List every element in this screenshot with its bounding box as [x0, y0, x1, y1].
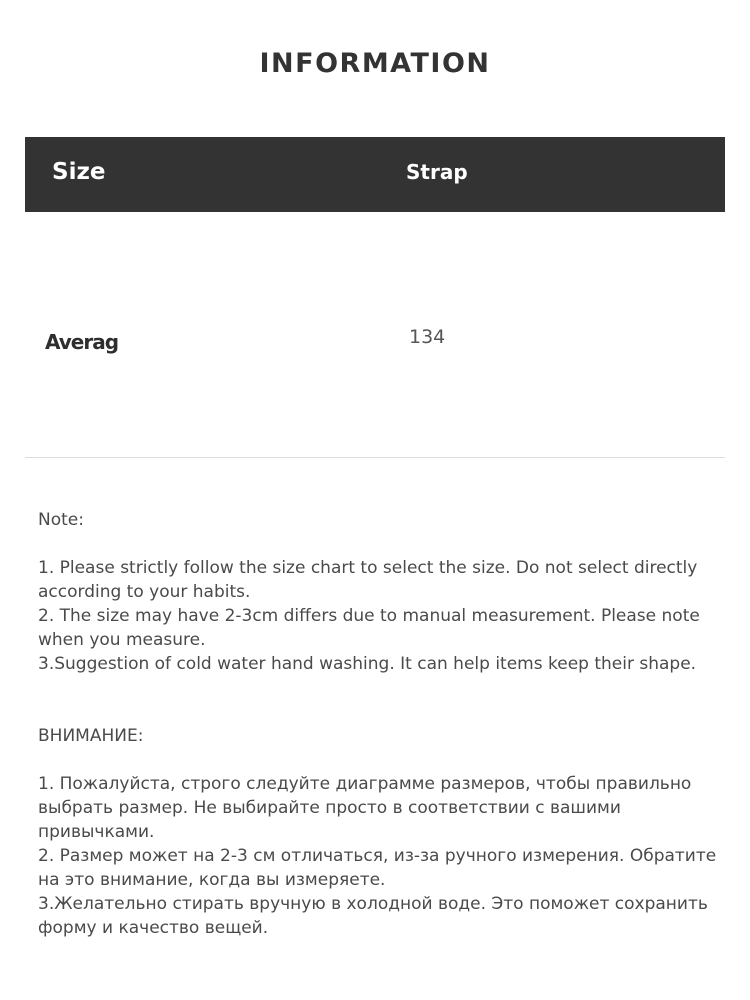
column-header-size: Size: [52, 159, 106, 185]
table-row: [25, 212, 725, 458]
size-table: [25, 137, 725, 458]
size-cell: Averag: [45, 330, 119, 354]
strap-cell: 134: [409, 326, 446, 348]
notes-section: [38, 508, 728, 940]
note-item-ru-3: 3.Желательно стирать вручную в холодной воде. Это поможет сохранить форму и качество вещей.: [38, 894, 708, 938]
column-header-strap: Strap: [406, 160, 468, 184]
note-item-en-2: 2. The size may have 2-3cm differs due to manual measurement. Please note when you measure.: [38, 606, 700, 650]
note-item-en-3: 3.Suggestion of cold water hand washing. It can help items keep their shape.: [38, 654, 697, 674]
page-title: INFORMATION: [259, 48, 491, 79]
note-heading-ru: ВНИМАНИЕ:: [38, 726, 144, 746]
note-item-ru-2: 2. Размер может на 2-3 см отличаться, из-за ручного измерения. Обратите на это внимание, когда вы измеряете.: [38, 846, 717, 890]
note-item-en-1: 1. Please strictly follow the size chart to select the size. Do not select directly according to your habits.: [38, 558, 698, 602]
note-item-ru-1: 1. Пожалуйста, строго следуйте диаграмме размеров, чтобы правильно выбрать размер. Не выбирайте просто в соответствии с вашими привычками.: [38, 774, 692, 842]
note-heading-en: Note:: [38, 510, 84, 530]
table-header: [25, 137, 725, 212]
